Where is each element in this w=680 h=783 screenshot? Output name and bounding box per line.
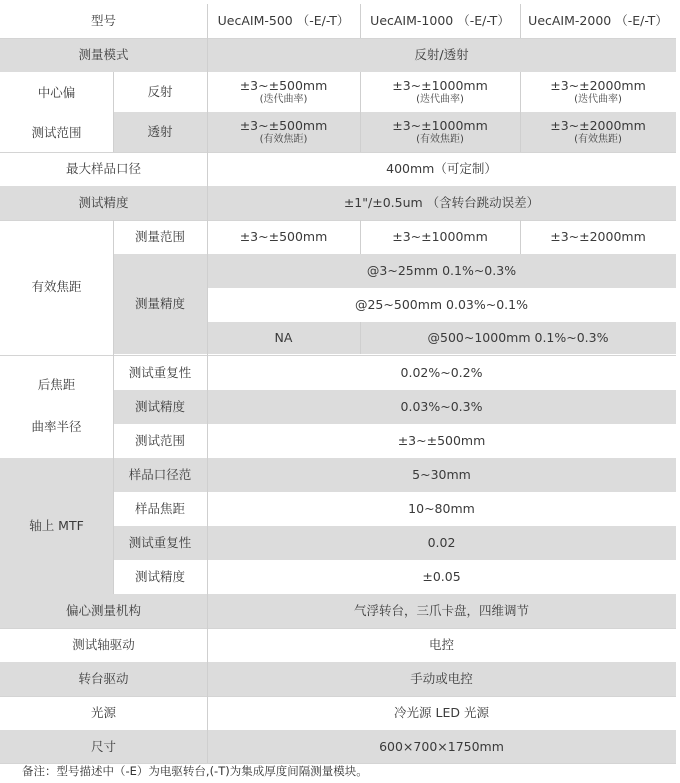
header-model-2000	[520, 4, 676, 38]
mechanism-label	[0, 594, 207, 628]
measure-mode-label	[0, 38, 207, 72]
mtf-aperture-label-text: 样品口径范	[128, 467, 192, 483]
mtf-focal-label	[113, 492, 207, 526]
bfl-accuracy-value-text: 0.03%~0.3%	[400, 399, 483, 415]
bfl-repeat-value-text: 0.02%~0.2%	[400, 365, 483, 381]
mtf-focal-value	[207, 492, 676, 526]
test-accuracy-value	[207, 186, 676, 220]
max-aperture-value	[207, 152, 676, 186]
efl-range-2000-text: ±3~±2000mm	[550, 229, 646, 245]
size-label-text: 尺寸	[90, 738, 116, 754]
grid-line	[520, 4, 521, 38]
efl-accuracy-line2	[207, 288, 676, 322]
efl-accuracy-line1	[207, 254, 676, 288]
transmit-1000	[360, 112, 520, 152]
efl-range-500	[207, 220, 360, 254]
efl-accuracy-line3-text: @500~1000mm 0.1%~0.3%	[427, 330, 609, 346]
header-model-1000	[360, 4, 520, 38]
footnote: 备注：型号描述中（-E）为电驱转台,(-T)为集成厚度间隔测量模块。	[22, 764, 368, 778]
efl-accuracy-line1-text: @3~25mm 0.1%~0.3%	[366, 263, 517, 279]
grid-line	[360, 220, 361, 254]
reflect-label-text: 反射	[147, 84, 173, 100]
bfl-label-line2	[0, 414, 113, 438]
reflect-1000	[360, 72, 520, 112]
measure-mode-value-text: 反射/透射	[414, 47, 469, 63]
efl-accuracy-na	[207, 322, 360, 354]
bfl-range-value-text: ±3~±500mm	[397, 433, 486, 449]
axis-drive-label	[0, 628, 207, 662]
bfl-range-value	[207, 424, 676, 458]
grid-line	[520, 72, 521, 152]
bfl-range-label-text: 测试范围	[134, 433, 185, 449]
efl-label-text: 有效焦距	[31, 279, 82, 295]
bfl-label-line1	[0, 372, 113, 396]
test-accuracy-label-text: 测试精度	[78, 195, 129, 211]
transmit-2000-note: (有效焦距)	[574, 133, 622, 145]
grid-line	[360, 322, 361, 354]
light-source-value	[207, 696, 676, 730]
turntable-drive-value	[207, 662, 676, 696]
grid-line	[0, 38, 676, 39]
bfl-label-line1-text: 后焦距	[37, 377, 76, 392]
axis-drive-value-text: 电控	[428, 637, 454, 653]
size-label	[0, 730, 207, 763]
reflect-500	[207, 72, 360, 112]
mtf-aperture-value	[207, 458, 676, 492]
mtf-focal-value-text: 10~80mm	[408, 501, 475, 517]
mtf-aperture-value-text: 5~30mm	[412, 467, 471, 483]
transmit-1000-note: (有效焦距)	[416, 133, 464, 145]
mtf-label	[0, 458, 113, 594]
grid-line	[0, 696, 676, 697]
test-accuracy-value-text: ±1"/±0.5um （含转台跳动误差）	[343, 195, 540, 211]
light-source-value-text: 冷光源 LED 光源	[394, 705, 489, 721]
measure-mode-value	[207, 38, 676, 72]
transmit-2000	[520, 112, 676, 152]
bfl-accuracy-label	[113, 390, 207, 424]
reflect-label	[113, 72, 207, 112]
bfl-repeat-label	[113, 356, 207, 390]
efl-range-label-text: 测量范围	[134, 229, 185, 245]
bfl-repeat-label-text: 测试重复性	[128, 365, 192, 381]
header-model-label	[0, 4, 207, 38]
grid-line	[0, 152, 676, 153]
mtf-repeat-value-text: 0.02	[427, 535, 456, 551]
mechanism-value-text: 气浮转台，三爪卡盘，四维调节	[353, 603, 529, 619]
header-model-2000-text: UecAIM-2000 （-E/-T）	[528, 13, 668, 29]
efl-range-1000-text: ±3~±1000mm	[392, 229, 488, 245]
reflect-2000-note: (迭代曲率)	[574, 93, 622, 105]
mechanism-value	[207, 594, 676, 628]
size-value	[207, 730, 676, 763]
light-source-label-text: 光源	[90, 705, 116, 721]
mtf-focal-label-text: 样品焦距	[134, 501, 185, 517]
header-model-500	[207, 4, 360, 38]
transmit-2000-value: ±3~±2000mm	[550, 117, 646, 133]
efl-accuracy-line3	[360, 322, 676, 354]
transmit-500-value: ±3~±500mm	[239, 117, 328, 133]
mtf-label-text: 轴上 MTF	[29, 518, 84, 534]
transmit-label	[113, 112, 207, 152]
bfl-accuracy-value	[207, 390, 676, 424]
grid-line	[520, 220, 521, 254]
efl-accuracy-label	[113, 254, 207, 354]
turntable-drive-value-text: 手动或电控	[410, 671, 473, 687]
efl-range-1000	[360, 220, 520, 254]
grid-line	[360, 4, 361, 38]
axis-drive-label-text: 测试轴驱动	[72, 637, 135, 653]
grid-line	[0, 628, 676, 629]
mtf-aperture-label	[113, 458, 207, 492]
bfl-label-line2-text: 曲率半径	[31, 419, 82, 434]
grid-line	[0, 220, 676, 221]
efl-accuracy-na-text: NA	[274, 330, 293, 346]
bfl-range-label	[113, 424, 207, 458]
reflect-1000-note: (迭代曲率)	[416, 93, 464, 105]
transmit-500-note: (有效焦距)	[259, 133, 308, 145]
grid-line	[113, 72, 114, 152]
max-aperture-label	[0, 152, 207, 186]
efl-label	[0, 220, 113, 354]
bfl-repeat-value	[207, 356, 676, 390]
light-source-label	[0, 696, 207, 730]
efl-range-500-text: ±3~±500mm	[239, 229, 328, 245]
reflect-500-note: (迭代曲率)	[259, 93, 308, 105]
header-model-500-text: UecAIM-500 （-E/-T）	[217, 13, 350, 29]
center-offset-label-line2	[0, 120, 113, 144]
reflect-2000	[520, 72, 676, 112]
max-aperture-label-text: 最大样品口径	[65, 161, 141, 177]
grid-line	[0, 355, 676, 356]
reflect-1000-value: ±3~±1000mm	[392, 77, 488, 93]
test-accuracy-label	[0, 186, 207, 220]
mechanism-label-text: 偏心测量机构	[65, 603, 141, 619]
efl-range-2000	[520, 220, 676, 254]
efl-range-label	[113, 220, 207, 254]
mtf-accuracy-value-text: ±0.05	[422, 569, 461, 585]
center-offset-label-line2-text: 测试范围	[31, 125, 82, 140]
transmit-label-text: 透射	[147, 124, 173, 140]
turntable-drive-label	[0, 662, 207, 696]
turntable-drive-label-text: 转台驱动	[78, 671, 129, 687]
grid-line	[360, 72, 361, 152]
header-model-label-text: 型号	[90, 13, 116, 29]
max-aperture-value-text: 400mm（可定制）	[386, 161, 497, 177]
grid-line	[207, 4, 208, 763]
axis-drive-value	[207, 628, 676, 662]
size-value-text: 600×700×1750mm	[379, 738, 504, 754]
center-offset-label-line1-text: 中心偏	[37, 85, 76, 100]
mtf-repeat-label	[113, 526, 207, 560]
mtf-accuracy-label-text: 测试精度	[134, 569, 185, 585]
transmit-500	[207, 112, 360, 152]
measure-mode-label-text: 测量模式	[78, 47, 129, 63]
mtf-accuracy-value	[207, 560, 676, 594]
grid-line	[113, 220, 114, 594]
center-offset-label-line1	[0, 80, 113, 104]
bfl-accuracy-label-text: 测试精度	[134, 399, 185, 415]
reflect-2000-value: ±3~±2000mm	[550, 77, 646, 93]
transmit-1000-value: ±3~±1000mm	[392, 117, 488, 133]
mtf-repeat-label-text: 测试重复性	[128, 535, 192, 551]
header-model-1000-text: UecAIM-1000 （-E/-T）	[370, 13, 510, 29]
efl-accuracy-line2-text: @25~500mm 0.03%~0.1%	[354, 297, 528, 313]
reflect-500-value: ±3~±500mm	[239, 77, 328, 93]
mtf-repeat-value	[207, 526, 676, 560]
mtf-accuracy-label	[113, 560, 207, 594]
efl-accuracy-label-text: 测量精度	[134, 296, 185, 312]
